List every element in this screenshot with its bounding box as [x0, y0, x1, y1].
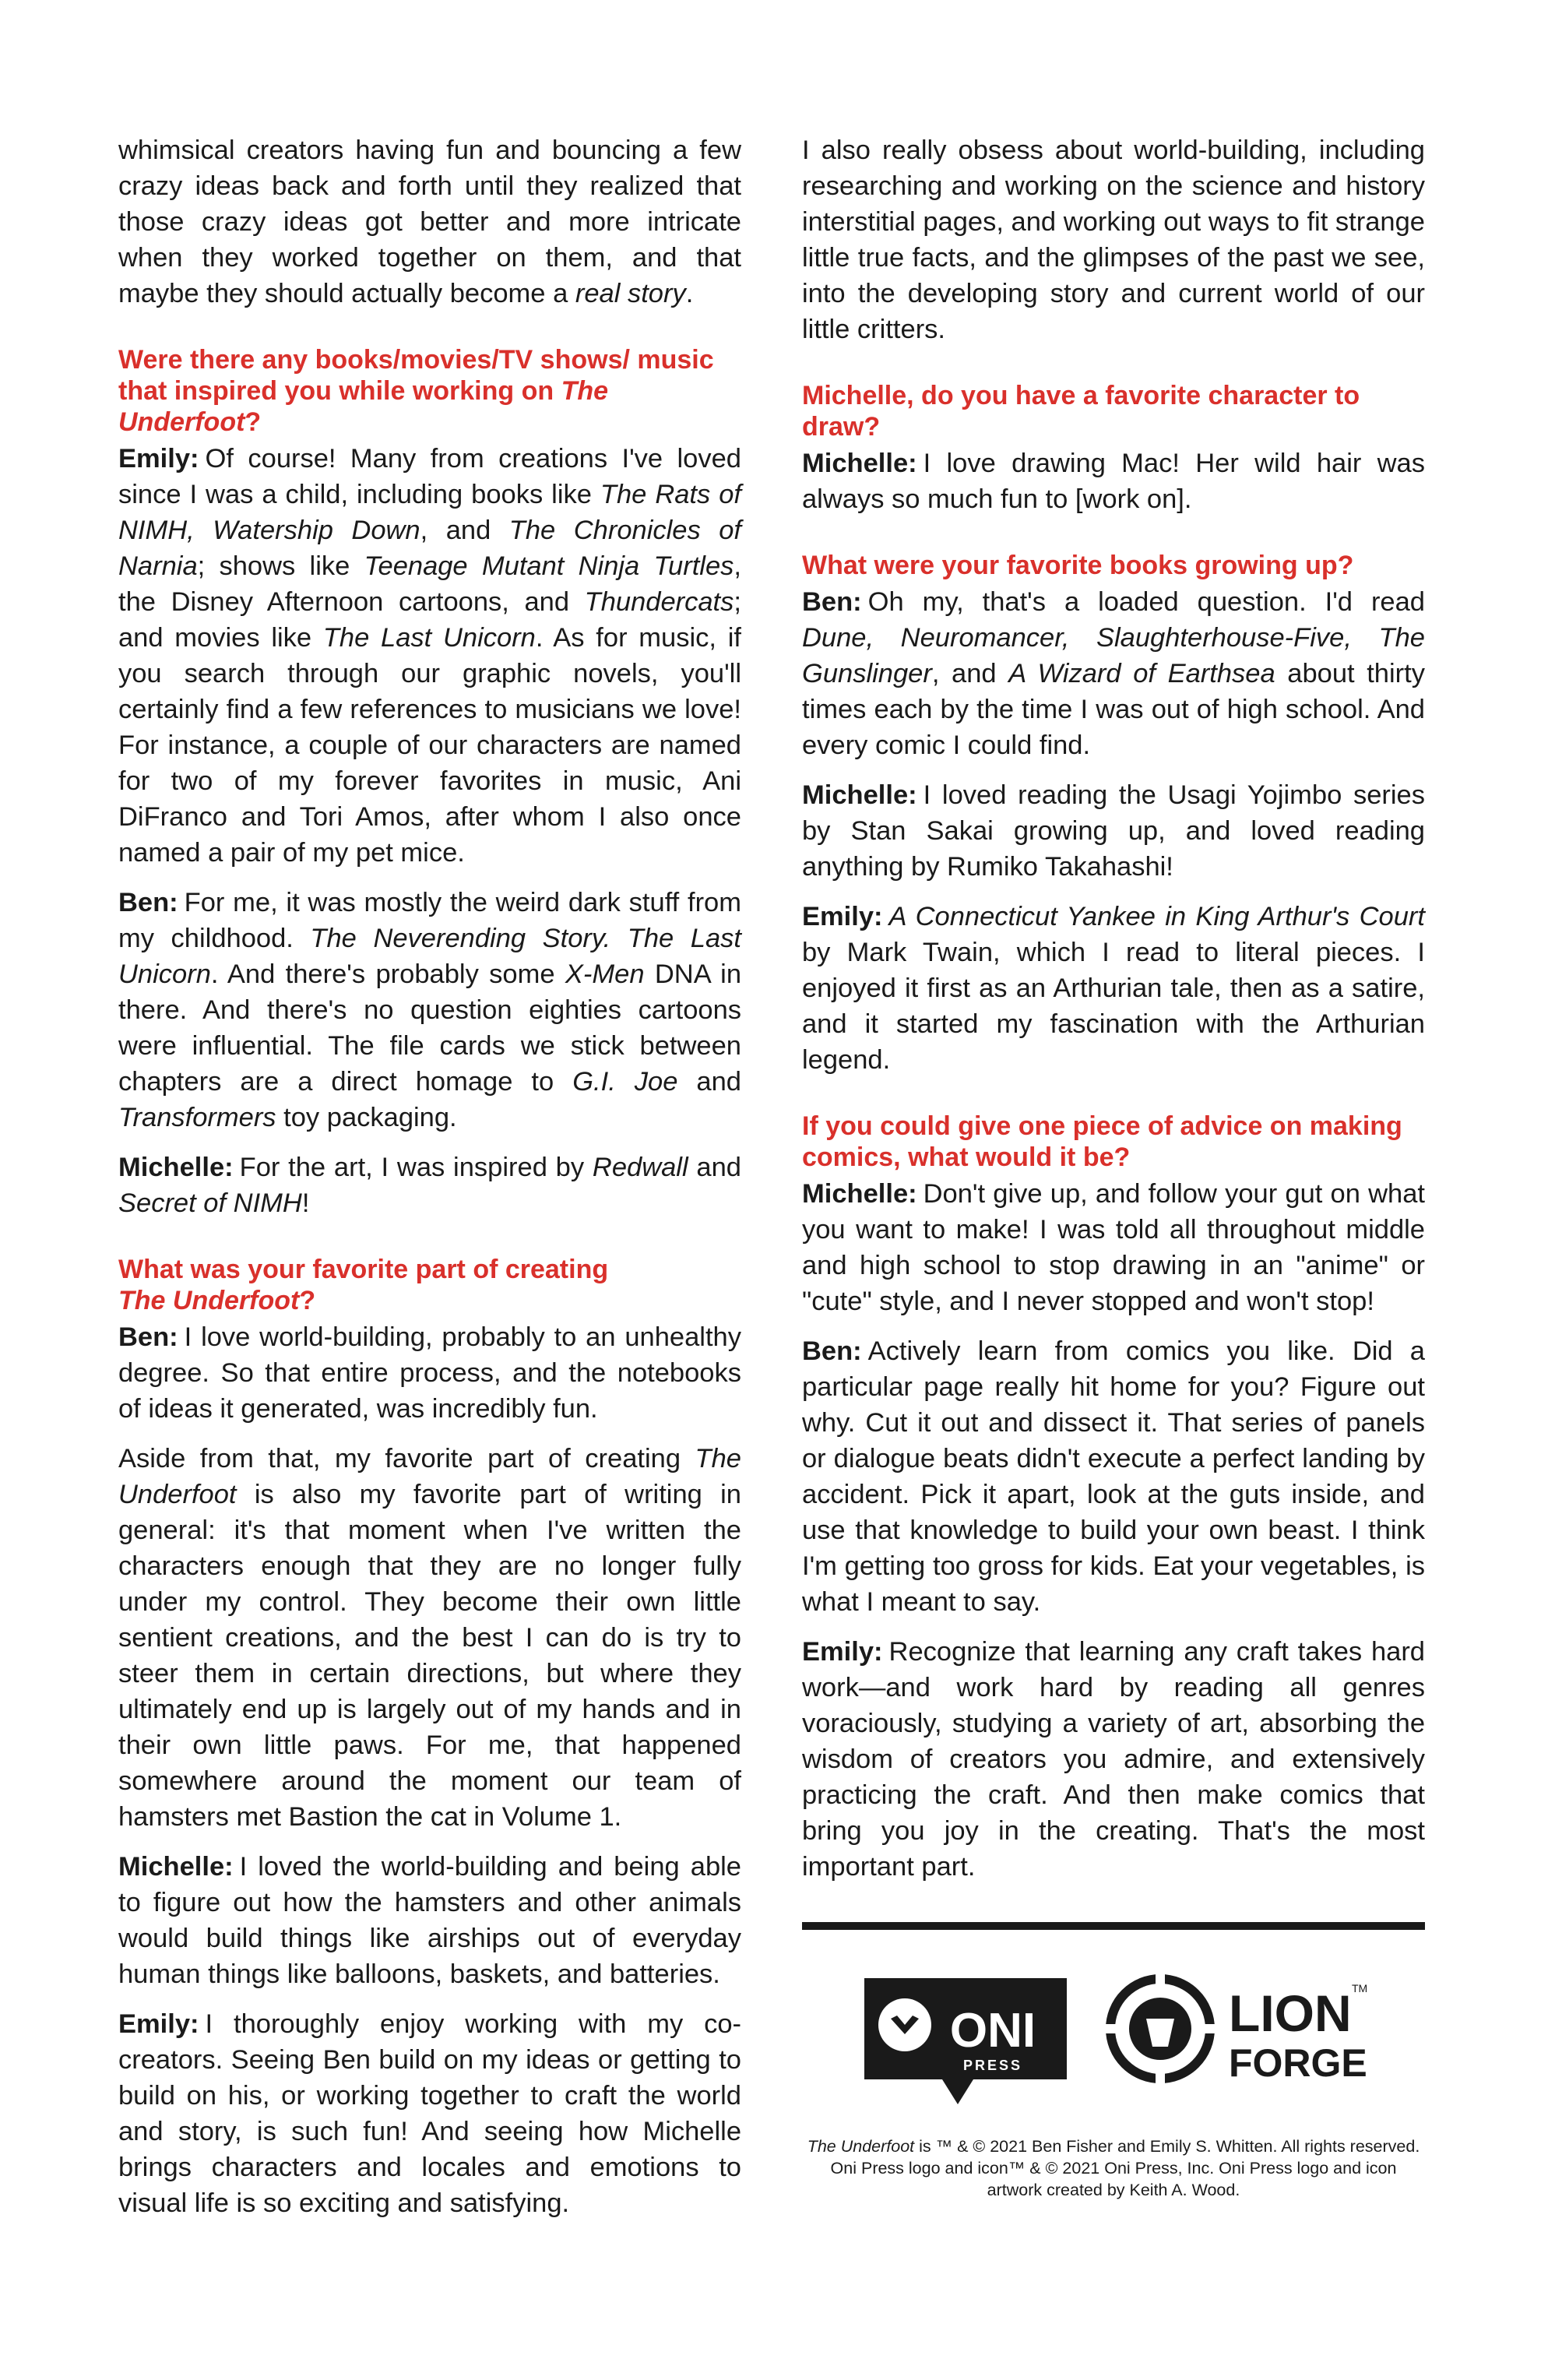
answer-michelle-favorite-part: Michelle: I loved the world-building and being able to figure out how the hamsters and other animals would build things like airships out of everyday human things like balloons, baskets, and batteries. — [118, 1852, 741, 1989]
answer-emily-inspirations: Emily: Of course! Many from creations I've loved since I was a child, including books like The Rats of NIMH, Watership Down, and The Chronicles of Narnia; shows like Teenage Mutant Ninja Turtles, the Disney Afternoon cartoons, and Thundercats; and movies like The Last Unicorn. As for music, if you search through our graphic novels, you'll certainly find a few references to musicians we love! For instance, a couple of our characters are named for two of my forever favorites in music, Ani DiFranco and Tori Amos, after whom I also once named a pair of my pet mice. — [118, 444, 741, 868]
question-favorite-character: Michelle, do you have a favorite character to draw? — [802, 381, 1360, 442]
question-favorite-books: What were your favorite books growing up? — [802, 551, 1354, 580]
lion-forge-logo — [1106, 1974, 1367, 2085]
answer-michelle-favorite-character: Michelle: I love drawing Mac! Her wild hair was always so much fun to [work on]. — [802, 449, 1425, 514]
oni-press-logo — [864, 1978, 1067, 2104]
svg-text:LION: LION — [1229, 1984, 1352, 2042]
intro-paragraph: whimsical creators having fun and bouncing a few crazy ideas back and forth until they realized that those crazy ideas got better and more intricate when they worked together on them, and that maybe they should actually become a real story. — [118, 136, 741, 308]
answer-michelle-favorite-books: Michelle: I loved reading the Usagi Yojimbo series by Stan Sakai growing up, and loved reading anything by Rumiko Takahashi! — [802, 780, 1425, 882]
speaker-name: Michelle: — [802, 449, 917, 478]
question-inspirations: Were there any books/movies/TV shows/ music that inspired you while working on The Underfoot? — [118, 345, 714, 437]
svg-text:TM: TM — [1352, 1982, 1368, 1994]
speaker-name: Michelle: — [118, 1852, 234, 1882]
answer-emily-favorite-books: Emily: A Connecticut Yankee in King Arthur's Court by Mark Twain, which I read to literal pieces. I enjoyed it first as an Arthurian tale, then as a satire, and it started my fascination with the Arthurian legend. — [802, 902, 1425, 1075]
answer-michelle-inspirations: Michelle: For the art, I was inspired by Redwall and Secret of NIMH! — [118, 1153, 741, 1218]
answer-ben-advice: Ben: Actively learn from comics you like. Did a particular page really hit home for you? Figure out why. Cut it out and dissect it. That series of panels or dialogue beats didn't execute a perfect landing by accident. Pick it apart, look at the guts inside, and use that knowledge to build your own beast. I think I'm getting too gross for kids. Eat your vegetables, is what I meant to say. — [802, 1336, 1425, 1617]
speaker-name: Emily: — [118, 444, 199, 474]
section-divider — [802, 1922, 1425, 1930]
answer-emily-advice: Emily: Recognize that learning any craft takes hard work—and work hard by reading all genres voraciously, studying a variety of art, absorbing the wisdom of creators you admire, and extensively practicing the craft. And then make comics that bring you joy in the creating. That's the most important part. — [802, 1637, 1425, 1882]
speaker-name: Ben: — [802, 587, 862, 617]
speaker-name: Ben: — [118, 888, 178, 917]
publisher-logos — [857, 1963, 1402, 2111]
question-favorite-part: What was your favorite part of creating The Underfoot? — [118, 1255, 609, 1315]
speaker-name: Michelle: — [802, 780, 917, 810]
speaker-name: Emily: — [802, 1637, 883, 1667]
question-advice: If you could give one piece of advice on making comics, what would it be? — [802, 1111, 1402, 1172]
right-column — [802, 132, 1425, 1899]
answer-ben-favorite-books: Ben: Oh my, that's a loaded question. I'd read Dune, Neuromancer, Slaughterhouse-Five, The Gunslinger, and A Wizard of Earthsea about thirty times each by the time I was out of high school. And every comic I could find. — [802, 587, 1425, 760]
answer-ben-favorite-part: Ben: I love world-building, probably to an unhealthy degree. So that entire process, and the notebooks of ideas it generated, was incredibly fun. — [118, 1322, 741, 1424]
speaker-name: Ben: — [118, 1322, 178, 1352]
speaker-name: Michelle: — [802, 1179, 917, 1209]
speaker-name: Emily: — [802, 902, 883, 931]
legal-notice: The Underfoot is ™ & © 2021 Ben Fisher and Emily S. Whitten. All rights reserved. Oni Press logo and icon™ & © 2021 Oni Press, Inc. Oni Press logo and icon artwork created by Keith A. Wood. — [807, 2137, 1420, 2199]
speaker-name: Michelle: — [118, 1153, 234, 1182]
left-column — [118, 132, 741, 2235]
svg-text:PRESS: PRESS — [962, 2058, 1023, 2073]
speaker-name: Ben: — [802, 1336, 862, 1366]
answer-ben-inspirations: Ben: For me, it was mostly the weird dark stuff from my childhood. The Neverending Story. The Last Unicorn. And there's probably some X-Men DNA in there. And there's no question eighties cartoons were influential. The file cards we stick between chapters are a direct homage to G.I. Joe and Transformers toy packaging. — [118, 888, 742, 1132]
svg-text:ONI: ONI — [949, 2004, 1036, 2058]
answer-ben-favorite-part-continued: Aside from that, my favorite part of creating The Underfoot is also my favorite part of writing in general: it's that moment when I've written the characters enough that they are no longer fully under my control. They become their own little sentient creations, and the best I can do is try to steer them in certain directions, but where they ultimately end up is largely out of my hands and in their own little paws. For me, that happened somewhere around the moment our team of hamsters met Bastion the cat in Volume 1. — [118, 1444, 741, 1832]
answer-emily-favorite-part: Emily: I thoroughly enjoy working with my co-creators. Seeing Ben build on my ideas or getting to build on his, or working together to craft the world and story, is such fun! And seeing how Michelle brings characters and locales and emotions to visual life is so exciting and satisfying. — [118, 2009, 741, 2218]
svg-text:FORGE: FORGE — [1229, 2041, 1367, 2085]
intro-paragraph-right: I also really obsess about world-building, including researching and working on the science and history interstitial pages, and working out ways to fit strange little true facts, and the glimpses of the past we see, into the developing story and current world of our little critters. — [802, 136, 1425, 344]
speaker-name: Emily: — [118, 2009, 199, 2039]
answer-michelle-advice: Michelle: Don't give up, and follow your gut on what you want to make! I was told all throughout middle and high school to stop drawing in an "anime" or "cute" style, and I never stopped and won't stop! — [802, 1179, 1425, 1316]
